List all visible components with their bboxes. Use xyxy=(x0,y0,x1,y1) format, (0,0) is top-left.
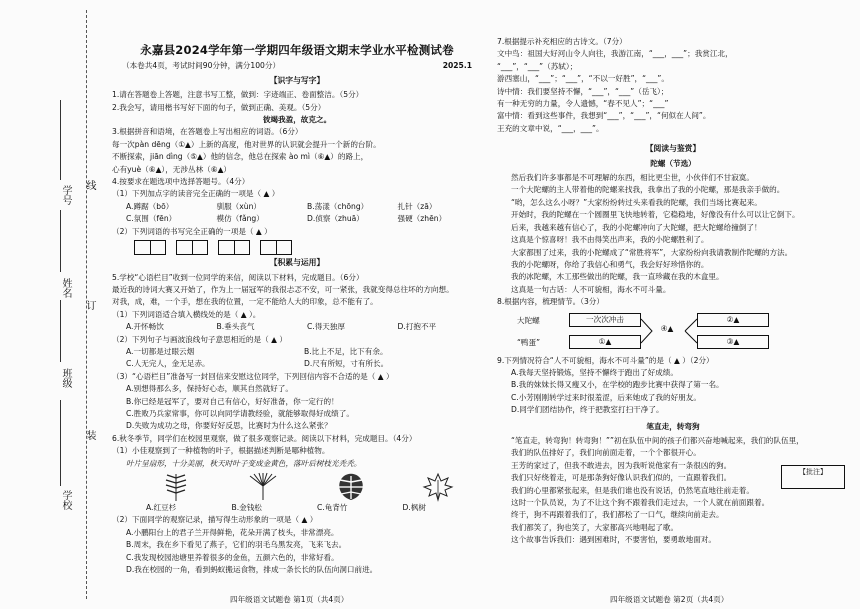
passage-1-para: 一个大陀螺的主人带着他的陀螺来找我，我拿出了我的小陀螺，那是我亲手做的。 xyxy=(511,185,785,195)
question-3-line2: 不断探索，jiān dìng（⑤▲）他的信念，他总在探索 ào mì（⑥▲）的路上， xyxy=(112,152,369,162)
option[interactable]: C.氛围（fēn） xyxy=(126,214,177,224)
number-label: 学号 xyxy=(60,185,71,205)
question-5-letter-2: 对我，成，难，一个手，想在我的位置，一定不能给人大的印象，总不能有了。 xyxy=(112,297,378,307)
question-7-line6: 富中情：看到这些事件，我想到“___”，“___”，“何似在人间”。 xyxy=(497,111,711,121)
question-7: 7.根据提示补充相应的古诗文。（7分） xyxy=(497,37,627,46)
exam-info: （本卷共4页，考试时间90分钟，满分100分） xyxy=(122,61,281,71)
question-5-1: （1）下列词语适合填入横线处的是（ ▲ ）。 xyxy=(112,309,261,319)
question-5-3: （3）“心语栏目”准备写一封回信来安慰这位同学，下列回信内容不合适的是（ ▲ ） xyxy=(112,371,394,381)
answer-box-a[interactable] xyxy=(134,240,166,255)
class-label: 班级 xyxy=(60,368,71,388)
answer-box-d[interactable] xyxy=(260,240,292,255)
diagram-box: 一次次冲击 xyxy=(569,313,641,327)
option[interactable]: D.侦察（zhuā） xyxy=(307,214,364,224)
question-5-2: （2）下列句子与画波浪线句子意思相近的是（ ▲ ） xyxy=(112,334,287,344)
option: 模仿（fǎng） xyxy=(216,214,264,224)
annotation-box[interactable] xyxy=(781,465,845,489)
passage-1-para: 这真是个惊喜呀！我不由得笑出声来，我的小陀螺胜利了。 xyxy=(511,235,709,245)
passage-1-para: 开始时，我的陀螺在一个圆圈里飞快地转着，它稳稳地，好像没有什么可以让它倒下。 xyxy=(511,210,800,220)
plot-diagram xyxy=(517,311,849,353)
option[interactable]: D.打抱不平 xyxy=(397,322,437,332)
option[interactable]: B.你已经是冠军了，要对自己有信心，好好准备，你一定行的！ xyxy=(126,396,339,406)
option: 驯服（xùn） xyxy=(216,201,261,211)
option[interactable]: D.失败为成功之母，你要好好反思，比赛时为什么这么紧张？ xyxy=(126,421,332,431)
question-9: 9.下列情况符合“人不可貌相，海水不可斗量”的是（ ▲ ）（2分） xyxy=(497,355,714,365)
question-6-1-desc: 叶片呈扇形，十分美丽，秋天时叶子变成金黄色，落叶后树枝光秃秃。 xyxy=(126,458,362,468)
option[interactable]: A.我每天坚持锻炼，坚持不懈终于跑出了好成绩。 xyxy=(511,367,678,377)
cut-char-2: 订 xyxy=(84,300,95,310)
option[interactable]: A.一切都是过眼云烟 xyxy=(126,346,195,356)
option[interactable]: B.周末，我在乡下看见了燕子，它们的羽毛乌黑发亮，飞来飞去。 xyxy=(126,540,347,550)
diagram-middle[interactable]: ④▲ xyxy=(660,323,674,333)
number-field[interactable] xyxy=(60,100,62,180)
option[interactable]: D.枫树 xyxy=(402,503,426,512)
monstera-leaf-icon xyxy=(334,472,368,502)
option[interactable]: C.龟背竹 xyxy=(317,503,348,512)
option[interactable]: D.我在校园的一角，看到蚂蚁搬运食物，排成一条长长的队伍向洞口前进。 xyxy=(126,565,378,575)
question-4-2: （2）下列词语的书写完全正确的一项是（ ▲ ） xyxy=(112,226,272,236)
question-4-1: （1）下列加点字的读音完全正确的一项是（ ▲ ） xyxy=(112,189,280,199)
passage-1-para: 我的小陀螺呀，你给了我信心和勇气，我会好好珍惜你的。 xyxy=(511,259,709,269)
section-literacy-heading: 【识字与写字】 xyxy=(269,75,325,85)
exam-date: 2025.1 xyxy=(442,61,472,71)
option[interactable]: C.我发现校园池塘里养着很多的金鱼，五颜六色的，非常好看。 xyxy=(126,552,339,562)
copy-sentence: 彼竭我盈，故克之。 xyxy=(262,115,332,125)
question-5-1-options xyxy=(112,321,482,333)
arrow-icon xyxy=(639,311,699,351)
question-8: 8.根据内容，梳理情节。（3分） xyxy=(497,297,604,307)
question-7-line3: 游西塞山，“___”；“___”，“不以一好胜”，“___”。 xyxy=(497,74,669,84)
option[interactable]: B.荡漾（chōng） xyxy=(307,201,369,211)
option[interactable]: C.得天独厚 xyxy=(307,322,346,332)
leaf-images xyxy=(132,472,482,502)
option[interactable]: B.金钱松 xyxy=(231,503,262,512)
diagram-label: “鸭蛋” xyxy=(517,337,541,347)
passage-1-para: 大家都围了过来，我的小陀螺成了“常胜将军”，大家纷纷向我请教制作陀螺的方法。 xyxy=(511,247,793,257)
name-field[interactable] xyxy=(60,210,62,272)
answer-boxes xyxy=(112,240,482,255)
passage-2-para: 这个故事告诉我们：遇到困难时，不要害怕，要勇敢地面对。 xyxy=(511,535,717,545)
question-5: 5.学校“心语栏目”收到一位同学的来信，阅读以下材料，完成题目。（6分） xyxy=(112,272,364,282)
question-7-line7: 王充的文章中说，“___，___”。 xyxy=(497,123,604,133)
option[interactable]: C.人无完人，金无足赤。 xyxy=(126,359,210,369)
left-column xyxy=(112,6,482,576)
option[interactable]: D.尺有所短，寸有所长。 xyxy=(304,359,389,369)
section-reading-heading: 【阅读与鉴赏】 xyxy=(645,144,701,154)
cut-char-1: 线 xyxy=(84,180,95,190)
option[interactable]: B.垂头丧气 xyxy=(216,322,255,332)
option[interactable]: A.别想得那么多，保持好心态，顺其自然就好了。 xyxy=(126,384,293,394)
passage-2-title: 笔直走，转弯狗 xyxy=(646,421,700,431)
binding-margin xyxy=(0,0,110,609)
passage-1-para: “哟，怎么这么小呀？”大家纷纷转过头来看我的陀螺，我们当场比赛起来。 xyxy=(511,197,762,207)
question-4: 4.按要求在题选项中选择答题号。（4分） xyxy=(112,177,250,187)
page-footer-2: 四年级语文试题卷 第2页（共4页） xyxy=(610,595,729,604)
passage-1-para: 后来，我越来越有信心了，我的小陀螺冲向了大陀螺，把大陀螺给撞倒了！ xyxy=(511,222,762,232)
option[interactable]: A.红豆杉 xyxy=(146,503,177,512)
diagram-box[interactable]: ②▲ xyxy=(697,313,769,327)
name-label: 姓名 xyxy=(60,278,71,298)
passage-1-para: 我的冰陀螺，木工那些做出的陀螺，我一直珍藏在我的木盒里。 xyxy=(511,272,724,282)
passage-2-para: 我们都笑了，狗也笑了，大家都高兴地唱起了歌。 xyxy=(511,522,679,532)
question-4-1-options xyxy=(112,201,482,213)
answer-box-b[interactable] xyxy=(176,240,208,255)
class-field[interactable] xyxy=(60,300,62,362)
question-5-2-options-b xyxy=(112,358,482,370)
annotation-label: 【批注】 xyxy=(799,467,827,476)
question-6-2: （2）下面同学的观察记录，描写得生动形象的一项是（ ▲ ） xyxy=(112,515,318,525)
option[interactable]: A.小鹏阳台上的君子兰开得鲜艳，花朵开满了枝头，非常漂亮。 xyxy=(126,527,339,537)
question-3-line3: 心有yuè（⑥▲），无涉丛林（⑥▲） xyxy=(112,164,232,174)
passage-2-para: 我们的队伍排好了，我们向前面走着，一个个都很开心。 xyxy=(511,448,701,458)
passage-1-ending: 这真是一句古话：人不可貌相，海水不可斗量。 xyxy=(511,284,671,294)
diagram-box[interactable]: ③▲ xyxy=(697,335,769,349)
question-3: 3.根据拼音和语境，在答题卷上写出相应的词语。（6分） xyxy=(112,127,303,137)
school-field[interactable] xyxy=(60,400,62,486)
question-5-2-options-a xyxy=(112,346,482,358)
question-7-line4: 诗中情：我们要坚持不懈，“___”，“___”（岳飞）； xyxy=(497,86,669,96)
page-footer-1: 四年级语文试题卷 第1页（共4页） xyxy=(230,595,349,604)
right-column xyxy=(497,6,849,547)
diagram-box[interactable]: ①▲ xyxy=(569,335,641,349)
yew-leaf-icon xyxy=(159,472,193,502)
option: 扎针（zā） xyxy=(397,201,437,211)
passage-2-para: “笔直走，转弯狗！转弯狗！””初在队伍中间的孩子们都兴奋地喊起来，我们的队伍里， xyxy=(511,435,804,445)
passage-2-para: 终于，狗不再跟着我们了，我们都松了一口气，继续向前走去。 xyxy=(511,510,724,520)
cut-char-3: 装 xyxy=(84,430,95,440)
option[interactable]: A.蹲踞（bō） xyxy=(126,201,174,211)
passage-1-title: 陀螺（节选） xyxy=(650,158,696,168)
option[interactable]: D.同学们团结协作，终于把教室打扫干净了。 xyxy=(511,405,664,415)
exam-title: 永嘉县2024学年第一学期四年级语文期末学业水平检测试卷 xyxy=(140,43,454,57)
question-7-line2: “___”，“___”（苏轼）； xyxy=(497,61,578,71)
question-3-line1: 每一次pàn dēng（①▲）上新的高度，他对世界的认识就会提升一个新的台阶。 xyxy=(112,139,381,149)
option[interactable]: A.开怀畅饮 xyxy=(126,322,164,332)
option[interactable]: B.比上不足，比下有余。 xyxy=(304,346,388,356)
passage-1-para: 然后我们许多事都是不可理解的东西，相比更尘世，小伙伴们不甘寂寞。 xyxy=(511,173,754,183)
passage-2-para: 我们的心里都紧张起来，但是我们谁也没有说话，仍然笔直地往前走着。 xyxy=(511,485,754,495)
question-7-line1: 文中鸟：祖国大好河山令人向往，我游江南，“___，___”；我赏江北， xyxy=(497,49,733,59)
section-accumulation-heading: 【积累与运用】 xyxy=(269,258,325,268)
answer-box-c[interactable] xyxy=(218,240,250,255)
question-2: 2.我会写，请用楷书写好下面的句子，做到正确、美观。（5分） xyxy=(112,102,326,112)
question-7-line5: 有一种无穷的力量，令人遗憾，“春不见人”；“___” xyxy=(497,99,669,109)
question-6-1: （1）小佳观察到了一种植物的叶子，根据描述判断是哪种植物。 xyxy=(112,446,330,456)
option: 强硬（zhēn） xyxy=(397,214,447,224)
option[interactable]: C.小芳刚刚转学过来时很羞涩，后来她成了我的好朋友。 xyxy=(511,392,701,402)
question-6: 6.秋冬季节，同学们在校园里观察，做了很多观察记录。阅读以下材料，完成题目。（4分） xyxy=(112,433,417,443)
passage-2-para: 这时一个队员说，为了不让这个狗不跟着我们走过去，一个人就在前面跟着。 xyxy=(511,498,770,507)
maple-leaf-icon xyxy=(421,472,455,502)
question-5-letter-1: 最近我的诗词大赛又开始了，作为上一届冠军的我很忐忑不安，可一紧张，我就变得总往坏的方向想。 xyxy=(112,284,454,294)
diagram-label: 大陀螺 xyxy=(517,315,540,325)
question-6-1-options xyxy=(112,502,482,514)
passage-2-para: 王芳的家过了，但我不敢进去，因为我听说他家有一条很凶的狗。 xyxy=(511,460,732,470)
option[interactable]: C.胜败乃兵家常事，你可以向同学请教经验，就能够取得好成绩了。 xyxy=(126,408,354,418)
question-1: 1.请在答题卷上答题，注意书写工整，做到：字迹端正、卷面整洁。（5分） xyxy=(112,90,364,100)
school-label: 学校 xyxy=(60,490,71,510)
question-4-1-options-2 xyxy=(112,213,482,225)
option[interactable]: B.我的妹妹长得又瘦又小，在学校的跑步比赛中获得了第一名。 xyxy=(511,380,724,390)
larch-leaf-icon xyxy=(246,472,280,502)
passage-2-para: 我们只好绕着走，可是那条狗好像认识我们似的，一直跟着我们。 xyxy=(511,473,732,483)
